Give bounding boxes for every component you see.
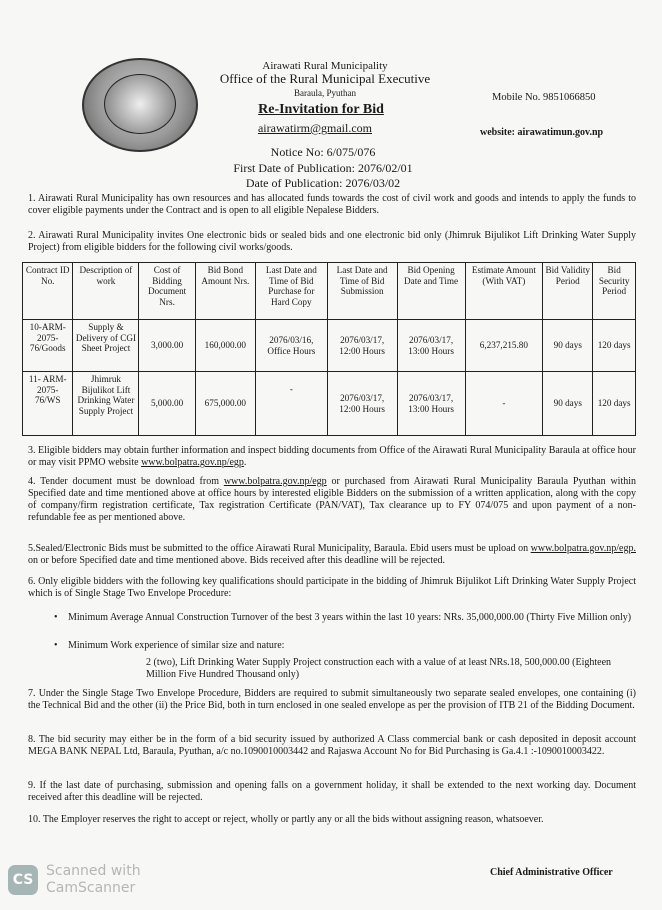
header-purchase-date: Last Date and Time of Bid Purchase for Hard Copy [255, 263, 327, 320]
cell-validity: 90 days [543, 372, 593, 436]
camscanner-watermark [8, 862, 141, 898]
qualification-bullet-1 [54, 612, 636, 624]
paragraph-10: 10. The Employer reserves the right to accept or reject, wholly or partly any or all the bids without assigning reason, whatsoever. [28, 814, 544, 825]
paragraph-1: 1. Airawati Rural Municipality has own resources and has allocated funds towards the cost of civil work and goods and intends to apply the funds to cover eligible payments under the Contract and is open to all eligible Nepalese Bidders. [28, 193, 636, 216]
header-security: Bid Security Period [593, 263, 636, 320]
email-address: airawatirm@gmail.com [257, 121, 372, 135]
office-location: Baraula, Pyuthan [294, 88, 356, 98]
mobile-number: Mobile No. 9851066850 [492, 92, 596, 103]
cell-security: 120 days [593, 320, 636, 372]
header-description: Description of work [73, 263, 139, 320]
header-contract-id: Contract ID No. [23, 263, 73, 320]
cell-bid-bond: 675,000.00 [195, 372, 255, 436]
paragraph-4-text: 4. Tender document must be download from [28, 476, 224, 487]
bids-table [22, 262, 636, 436]
paragraph-4-rest: or purchased from Airawati Rural Municipality Baraula Pyuthan within Specified date and time mentioned above at office hours by interested eligible Bidders on the submission of a written application, along with the copy of company/firm registration certificate, Tax registration Certificate (PAN/VAT), Tax clearance up to FY 074/075 and upon payment of a non-refundable fee as per mentioned above. [28, 476, 637, 523]
paragraph-3 [28, 445, 636, 469]
camscanner-logo-icon: CS [8, 865, 38, 895]
website-address: website: airawatimun.gov.np [480, 127, 604, 138]
first-publication-date: First Date of Publication: 2076/02/01 [233, 161, 413, 175]
cell-security: 120 days [593, 372, 636, 436]
cell-contract-id: 11- ARM-2075-76/WS [23, 372, 73, 436]
paragraph-5-text: 5.Sealed/Electronic Bids must be submitted to the office Airawati Rural Municipality, Baraula. Ebid users must be upload on [28, 543, 531, 554]
cell-contract-id: 10-ARM-2075-76/Goods [23, 320, 73, 372]
bullet-dot-icon: • [54, 640, 58, 651]
header-cost: Cost of Bidding Document Nrs. [139, 263, 195, 320]
signatory-title: Chief Administrative Officer [490, 867, 613, 878]
paragraph-6: 6. Only eligible bidders with the following key qualifications should participate in the bidding of Jhimruk Bijulikot Lift Drinking Water Supply Project which is of Single Stage Two Envelope Procedure: [28, 576, 636, 599]
bullet-dot-icon: • [54, 612, 58, 623]
cell-description: Jhimruk Bijulikot Lift Drinking Water Supply Project [73, 372, 139, 436]
table-header-row [23, 263, 636, 320]
header-opening-date: Bid Opening Date and Time [397, 263, 465, 320]
scanner-line-2: CamScanner [46, 880, 136, 896]
cell-estimate: 6,237,215.80 [465, 320, 543, 372]
paragraph-2: 2. Airawati Rural Municipality invites One electronic bids or sealed bids and one electronic bid only (Jhimruk Bijulikot Lift Drinking Water Supply Project) from eligible bidders for the following civil works/goods. [28, 230, 636, 253]
ppmo-website-link[interactable]: www.bolpatra.gov.np/egp [141, 457, 244, 468]
notice-number: Notice No: 6/075/076 [270, 145, 376, 159]
cell-estimate: - [465, 372, 543, 436]
qualification-bullet-2 [54, 640, 636, 652]
header-bid-bond: Bid Bond Amount Nrs. [195, 263, 255, 320]
cell-purchase-date: 2076/03/16, Office Hours [255, 320, 327, 372]
table-row [23, 372, 636, 436]
office-name: Office of the Rural Municipal Executive [219, 71, 431, 86]
cell-submission-date: 2076/03/17, 12:00 Hours [327, 320, 397, 372]
header-estimate: Estimate Amount (With VAT) [465, 263, 543, 320]
paragraph-4 [28, 476, 636, 524]
qualification-2-detail: 2 (two), Lift Drinking Water Supply Project construction each with a value of at least NRs.18, 500,000.00 (Eighteen Million Five Hundred Thousand only) [146, 657, 612, 680]
paragraph-5 [28, 543, 636, 567]
cell-bid-bond: 160,000.00 [195, 320, 255, 372]
paragraph-3-end: . [243, 457, 247, 468]
paragraph-7: 7. Under the Single Stage Two Envelope Procedure, Bidders are required to submit simultaneously two separate sealed envelopes, one containing (i) the Technical Bid and the other (ii) the Price Bid, both in turn enclosed in one sealed envelope as per the provision of ITB 21 of the Bidding Document. [28, 688, 636, 711]
municipality-name: Airawati Rural Municipality [262, 60, 388, 72]
document-title: Re-Invitation for Bid [258, 102, 384, 117]
ebid-link[interactable]: www.bolpatra.gov.np/egp. [530, 543, 636, 554]
paragraph-9: 9. If the last date of purchasing, submission and opening falls on a government holiday, it shall be extended to the next working day. Document received after this deadline will be rejected. [28, 780, 636, 803]
camscanner-text [46, 863, 141, 897]
paragraph-5-rest: on or before Specified date and time mentioned above. Bids received after this deadline will be rejected. [28, 555, 446, 566]
cell-validity: 90 days [543, 320, 593, 372]
cell-submission-date: 2076/03/17, 12:00 Hours [327, 372, 397, 436]
publication-date: Date of Publication: 2076/03/02 [245, 176, 401, 190]
cell-cost: 5,000.00 [139, 372, 195, 436]
qualification-1-text: Minimum Average Annual Construction Turnover of the best 3 years within the last 10 years: NRs. 35,000,000.00 (Thirty Five Million only) [68, 612, 632, 623]
cell-opening-date: 2076/03/17, 13:00 Hours [397, 320, 465, 372]
paragraph-3-text: 3. Eligible bidders may obtain further information and inspect bidding documents from Office of the Airawati Rural Municipality Baraula at office hour or may visit PPMO website [28, 445, 636, 468]
header-validity: Bid Validity Period [543, 263, 593, 320]
cell-purchase-date: - [255, 372, 327, 436]
scanner-line-1: Scanned with [46, 863, 141, 880]
cell-cost: 3,000.00 [139, 320, 195, 372]
cell-description: Supply & Delivery of CGI Sheet Project [73, 320, 139, 372]
table-row [23, 320, 636, 372]
header-submission-date: Last Date and Time of Bid Submission [327, 263, 397, 320]
qualification-2-text: Minimum Work experience of similar size and nature: [68, 640, 285, 651]
cell-opening-date: 2076/03/17, 13:00 Hours [397, 372, 465, 436]
paragraph-8: 8. The bid security may either be in the form of a bid security issued by authorized A Class commercial bank or cash deposited in deposit account MEGA BANK NEPAL Ltd, Baraula, Pyuthan, a/c no.1090010003442 and Rajaswa Account No for Bid Purchasing is Ga.4.1 :-1090010003422. [28, 734, 636, 757]
bolpatra-link[interactable]: www.bolpatra.gov.np/egp [223, 476, 327, 487]
